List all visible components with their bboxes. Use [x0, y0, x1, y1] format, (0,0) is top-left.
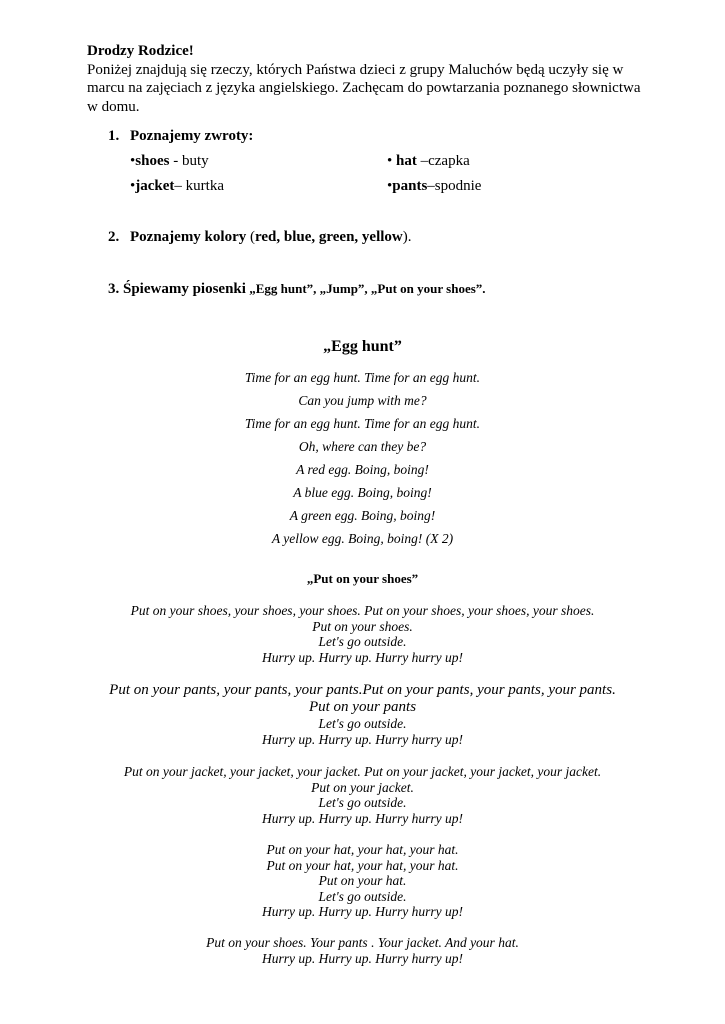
- lyric-line: Oh, where can they be?: [298, 439, 427, 454]
- lyric-line: Let's go outside.: [318, 634, 407, 649]
- vocab-word: pants: [392, 178, 428, 194]
- section-number: 1.: [108, 128, 120, 144]
- lyric-line: Time for an egg hunt. Time for an egg hunt.: [244, 416, 481, 431]
- lyric-line: Put on your jacket, your jacket, your jacket. Put on your jacket, your jacket, your jacket.: [123, 764, 602, 779]
- lyric-line: Time for an egg hunt. Time for an egg hunt.: [244, 370, 481, 385]
- lyric-line: Hurry up. Hurry up. Hurry hurry up!: [262, 950, 463, 966]
- section-2-heading: 2. Poznajemy kolory (red, blue, green, yellow).: [108, 229, 412, 245]
- lyric-line: Put on your shoes, your shoes, your shoes. Put on your shoes, your shoes, your shoes.: [130, 603, 595, 618]
- vocab-word: jacket: [135, 178, 175, 194]
- lyric-line: Put on your hat.: [318, 873, 407, 888]
- vocab-translation: - buty: [169, 153, 209, 169]
- vocab-item-jacket: •jacket– kurtka: [130, 178, 224, 194]
- verse-4: [0, 842, 725, 920]
- vocab-item-hat: • hat –czapka: [387, 153, 470, 169]
- lyric-line: Put on your hat, your hat, your hat.: [266, 842, 459, 857]
- intro-paragraph: [87, 42, 647, 116]
- intro-line: marcu na zajęciach z języka angielskiego. Zachęcam do powtarzania poznanego słownictwa: [87, 80, 641, 96]
- lyric-line: Let's go outside.: [318, 795, 407, 810]
- section-title: Poznajemy kolory: [130, 229, 247, 245]
- vocab-word: hat: [396, 153, 417, 169]
- lyric-line: A green egg. Boing, boing!: [289, 508, 436, 523]
- lyric-line: Hurry up. Hurry up. Hurry hurry up!: [262, 810, 463, 826]
- vocab-item-pants: •pants–spodnie: [387, 178, 482, 194]
- vocab-translation: – kurtka: [174, 178, 224, 194]
- song-list: „Egg hunt”, „Jump”, „Put on your shoes”.: [245, 281, 486, 296]
- section-number: 2.: [108, 229, 120, 245]
- vocab-item-shoes: •shoes - buty: [130, 153, 209, 169]
- section-1-heading: [108, 128, 253, 145]
- lyric-line: Put on your hat, your hat, your hat.: [266, 857, 459, 873]
- verse-3: [0, 764, 725, 826]
- lyric-line: Hurry up. Hurry up. Hurry hurry up!: [262, 904, 463, 919]
- colors-list: red, blue, green, yellow: [254, 229, 403, 245]
- verse-1: [0, 603, 725, 665]
- lyric-line: Put on your shoes.: [312, 618, 413, 634]
- section-title: 3. Śpiewamy piosenki: [108, 281, 246, 297]
- lyric-line: Hurry up. Hurry up. Hurry hurry up!: [262, 731, 463, 747]
- vocab-word: shoes: [135, 153, 170, 169]
- lyric-line: Can you jump with me?: [298, 393, 427, 408]
- vocab-translation: –czapka: [416, 153, 470, 169]
- verse-5: [0, 935, 725, 966]
- lyric-line: A yellow egg. Boing, boing! (X 2): [271, 531, 454, 546]
- song-title-egg-hunt: „Egg hunt”: [323, 338, 402, 355]
- intro-line: w domu.: [87, 98, 140, 115]
- greeting: Drodzy Rodzice!: [87, 43, 194, 59]
- lyric-line: Let's go outside.: [318, 716, 407, 731]
- lyric-line: Let's go outside.: [318, 888, 407, 904]
- lyric-line: Put on your jacket.: [311, 779, 414, 795]
- lyric-line: A blue egg. Boing, boing!: [293, 485, 432, 500]
- lyric-line: Hurry up. Hurry up. Hurry hurry up!: [262, 649, 463, 665]
- vocab-translation: –spodnie: [427, 178, 482, 194]
- section-3-heading: [108, 281, 486, 298]
- lyric-line: Put on your shoes. Your pants . Your jacket. And your hat.: [206, 935, 519, 950]
- intro-line: Poniżej znajdują się rzeczy, których Państwa dzieci z grupy Maluchów będą uczyły się w: [87, 61, 624, 78]
- lyric-line: Put on your pants: [308, 699, 417, 715]
- verse-2: [0, 682, 725, 747]
- section-title: Poznajemy zwroty:: [130, 128, 254, 144]
- lyric-line: Put on your pants, your pants, your pants.Put on your pants, your pants, your pants.: [109, 682, 616, 698]
- lyric-line: A red egg. Boing, boing!: [296, 462, 429, 477]
- song-title-put-on-your-shoes: „Put on your shoes”: [306, 571, 419, 586]
